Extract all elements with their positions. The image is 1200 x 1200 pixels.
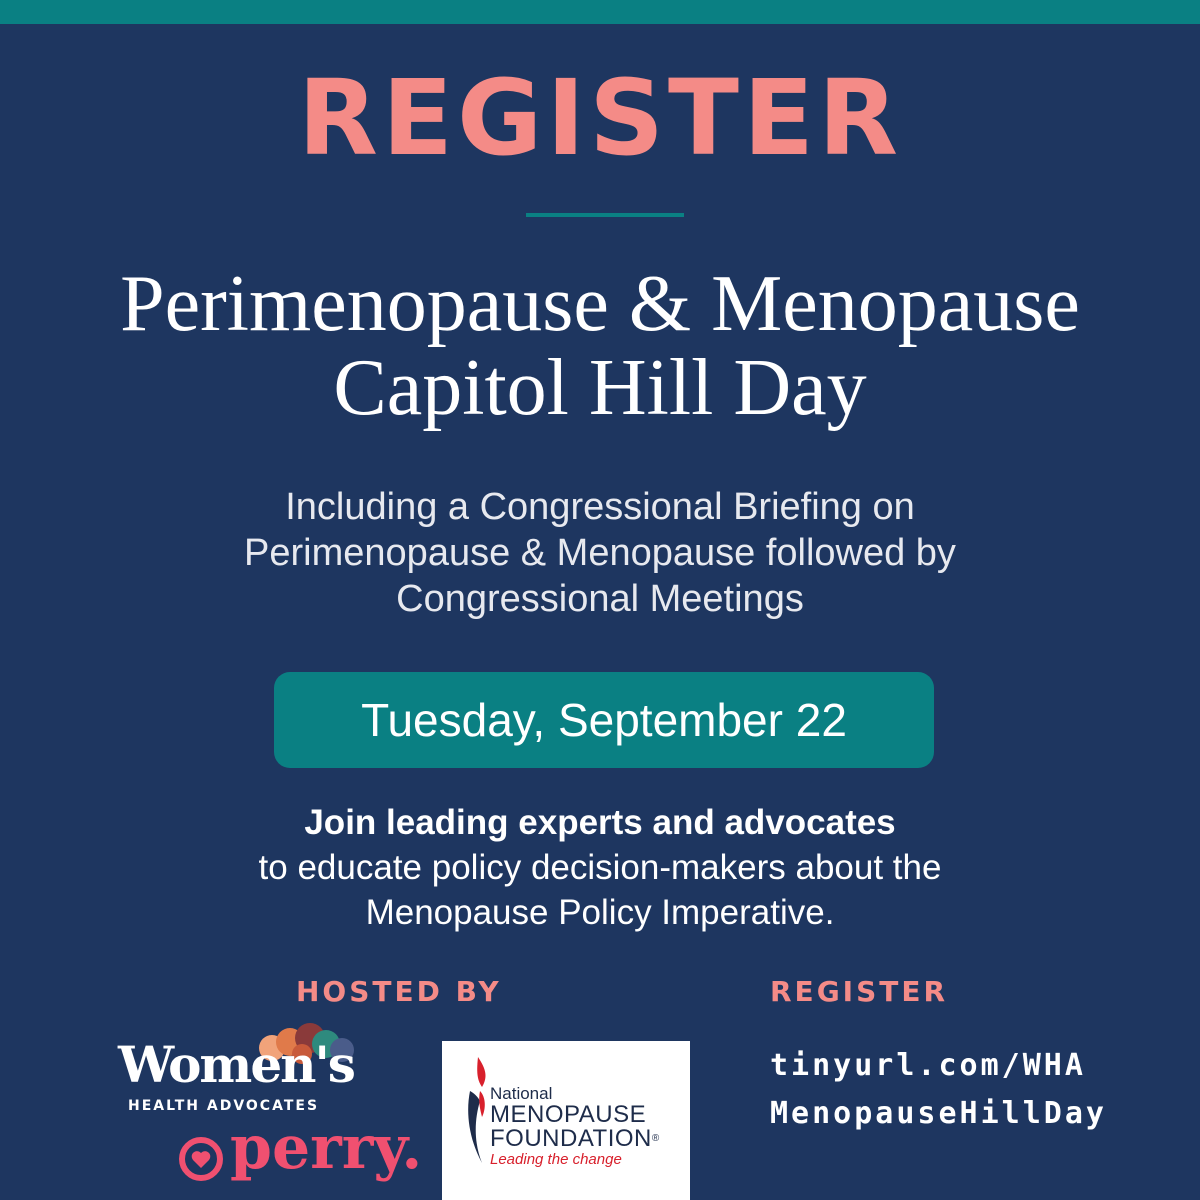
subtitle-line-2: Perimenopause & Menopause followed by xyxy=(244,532,956,574)
headline-divider xyxy=(526,213,684,217)
nmf-foundation-word: FOUNDATION xyxy=(490,1125,652,1152)
top-accent-bar xyxy=(0,0,1200,24)
wha-tagline: HEALTH ADVOCATES xyxy=(128,1098,320,1114)
url-line-2[interactable]: MenopauseHillDay xyxy=(770,1096,1107,1131)
register-headline: REGISTER xyxy=(297,57,903,179)
description-line-2: to educate policy decision-makers about the xyxy=(258,848,942,887)
nmf-tagline: Leading the change xyxy=(490,1151,622,1168)
url-line-1[interactable]: tinyurl.com/WHA xyxy=(770,1048,1086,1083)
perry-logo xyxy=(178,1113,438,1188)
event-description xyxy=(0,800,1200,935)
national-menopause-foundation-logo xyxy=(442,1041,690,1200)
subtitle-line-3: Congressional Meetings xyxy=(396,578,804,620)
nmf-foundation xyxy=(490,1127,660,1151)
event-title-line-2: Capitol Hill Day xyxy=(333,344,867,432)
register-label: REGISTER xyxy=(770,975,949,1008)
registration-url[interactable] xyxy=(770,1042,1107,1138)
event-title xyxy=(0,262,1200,430)
nmf-text xyxy=(490,1085,660,1169)
womens-health-advocates-logo xyxy=(118,1018,358,1118)
event-date-badge: Tuesday, September 22 xyxy=(274,672,934,768)
nmf-national: National xyxy=(490,1084,553,1103)
wha-wordmark: Women's xyxy=(118,1035,354,1094)
description-line-3: Menopause Policy Imperative. xyxy=(365,893,835,932)
subtitle-line-1: Including a Congressional Briefing on xyxy=(285,486,915,528)
event-title-line-1: Perimenopause & Menopause xyxy=(120,260,1080,348)
description-bold-line: Join leading experts and advocates xyxy=(304,803,896,842)
heart-icon xyxy=(178,1136,224,1182)
perry-wordmark: perry. xyxy=(230,1113,423,1183)
registered-mark: ® xyxy=(651,1133,660,1144)
hosted-by-label: HOSTED BY xyxy=(296,975,502,1008)
nmf-menopause: MENOPAUSE xyxy=(490,1101,647,1128)
event-subtitle xyxy=(0,484,1200,622)
